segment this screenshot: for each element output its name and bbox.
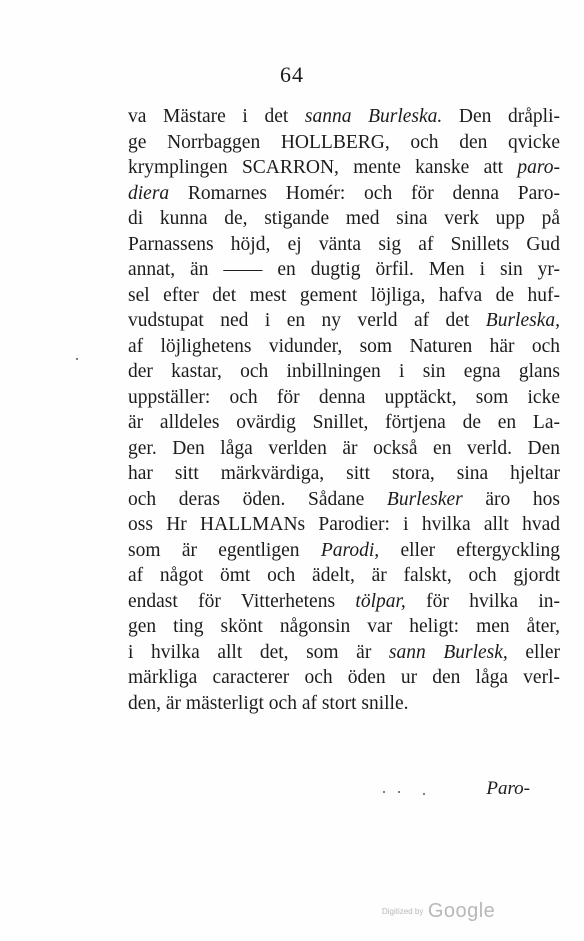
text-line xyxy=(128,181,560,207)
text-run: der kastar, och inbillningen i sin egna glans xyxy=(128,361,560,382)
text-run: Den dråpli- xyxy=(442,106,561,127)
text-line xyxy=(128,665,560,691)
catchword: Paro- xyxy=(486,778,530,799)
text-line xyxy=(128,308,560,334)
text-line xyxy=(128,563,560,589)
text-line xyxy=(128,130,560,156)
watermark-brand: Google xyxy=(427,900,496,922)
text-run: är alldeles ovärdig Snillet, förtjena de en La- xyxy=(128,412,560,433)
text-run: för hvilka in- xyxy=(405,590,560,612)
italic-run: Parodi, xyxy=(320,539,380,561)
text-line xyxy=(128,538,560,564)
text-run: eller eftergyckling xyxy=(379,539,561,561)
italic-run: sann Burlesk, xyxy=(388,641,508,663)
text-line xyxy=(128,104,560,130)
scan-speck xyxy=(423,793,425,795)
text-run: ger. Den låga verlden är också en verld. Den xyxy=(128,437,560,459)
italic-run: diera xyxy=(128,182,170,204)
text-run: af löjlighetens vidunder, som Naturen här och xyxy=(128,335,560,357)
scan-speck xyxy=(398,791,400,793)
body-text xyxy=(128,104,560,716)
text-line xyxy=(128,461,560,487)
text-line xyxy=(128,436,560,462)
text-line xyxy=(128,487,560,513)
text-run: eller xyxy=(507,641,561,663)
text-line xyxy=(128,334,560,360)
text-line xyxy=(128,691,560,717)
text-run: sel efter det mest gement löjliga, hafva de huf- xyxy=(128,284,560,306)
text-line xyxy=(128,206,560,232)
text-run: äro hos xyxy=(462,488,560,510)
text-run: har sitt märkvärdiga, sitt stora, sina hjeltar xyxy=(128,463,560,484)
page-number: 64 xyxy=(280,62,304,87)
text-run: di kunna de, stigande med sina verk upp på xyxy=(128,208,560,229)
text-run: märkliga caracterer och öden ur den låga verl- xyxy=(128,667,560,688)
scan-speck xyxy=(383,791,385,793)
text-run: oss Hr HALLMANs Parodier: i hvilka allt hvad xyxy=(128,514,560,535)
text-line xyxy=(128,232,560,258)
text-line xyxy=(128,155,560,181)
text-run: Parnassens höjd, ej vänta sig af Snillets Gud xyxy=(128,233,560,255)
text-run: gen ting skönt någonsin var heligt: men åter, xyxy=(128,616,560,637)
scan-speck xyxy=(76,358,78,360)
text-line xyxy=(128,359,560,385)
text-line xyxy=(128,640,560,666)
text-run: endast för Vitterhetens xyxy=(128,590,356,612)
text-line xyxy=(128,410,560,436)
text-line xyxy=(128,385,560,411)
text-run: uppställer: och för denna upptäckt, som icke xyxy=(128,386,560,408)
text-run: i hvilka allt det, som är xyxy=(128,641,389,663)
text-run: annat, än —— en dugtig örfil. Men i sin yr- xyxy=(128,259,560,280)
watermark-prefix: Digitized by xyxy=(382,907,424,916)
text-line xyxy=(128,257,560,283)
italic-run: Burleska, xyxy=(485,310,560,331)
text-run: af något ömt och ädelt, är falskt, och gjordt xyxy=(128,565,560,586)
italic-run: tölpar, xyxy=(355,590,406,612)
text-line xyxy=(128,614,560,640)
italic-run: paro- xyxy=(517,157,560,178)
text-run: Romarnes Homér: och för denna Paro- xyxy=(169,182,560,204)
italic-run: Burlesker xyxy=(386,488,463,510)
text-run: ge Norrbaggen HOLLBERG, och den qvicke xyxy=(128,131,560,153)
text-run: och deras öden. Sådane xyxy=(128,488,387,510)
text-run: den, är mästerligt och af stort snille. xyxy=(128,692,409,714)
italic-run: sanna Burleska. xyxy=(304,106,443,127)
text-line xyxy=(128,512,560,538)
text-run: vudstupat ned i en ny verld af det xyxy=(128,310,486,331)
text-line xyxy=(128,589,560,615)
text-line xyxy=(128,283,560,309)
text-run: krymplingen SCARRON, mente kanske att xyxy=(128,157,518,178)
text-run: va Mästare i det xyxy=(128,106,305,127)
text-run: som är egentligen xyxy=(128,539,321,561)
digitized-watermark xyxy=(382,900,495,923)
